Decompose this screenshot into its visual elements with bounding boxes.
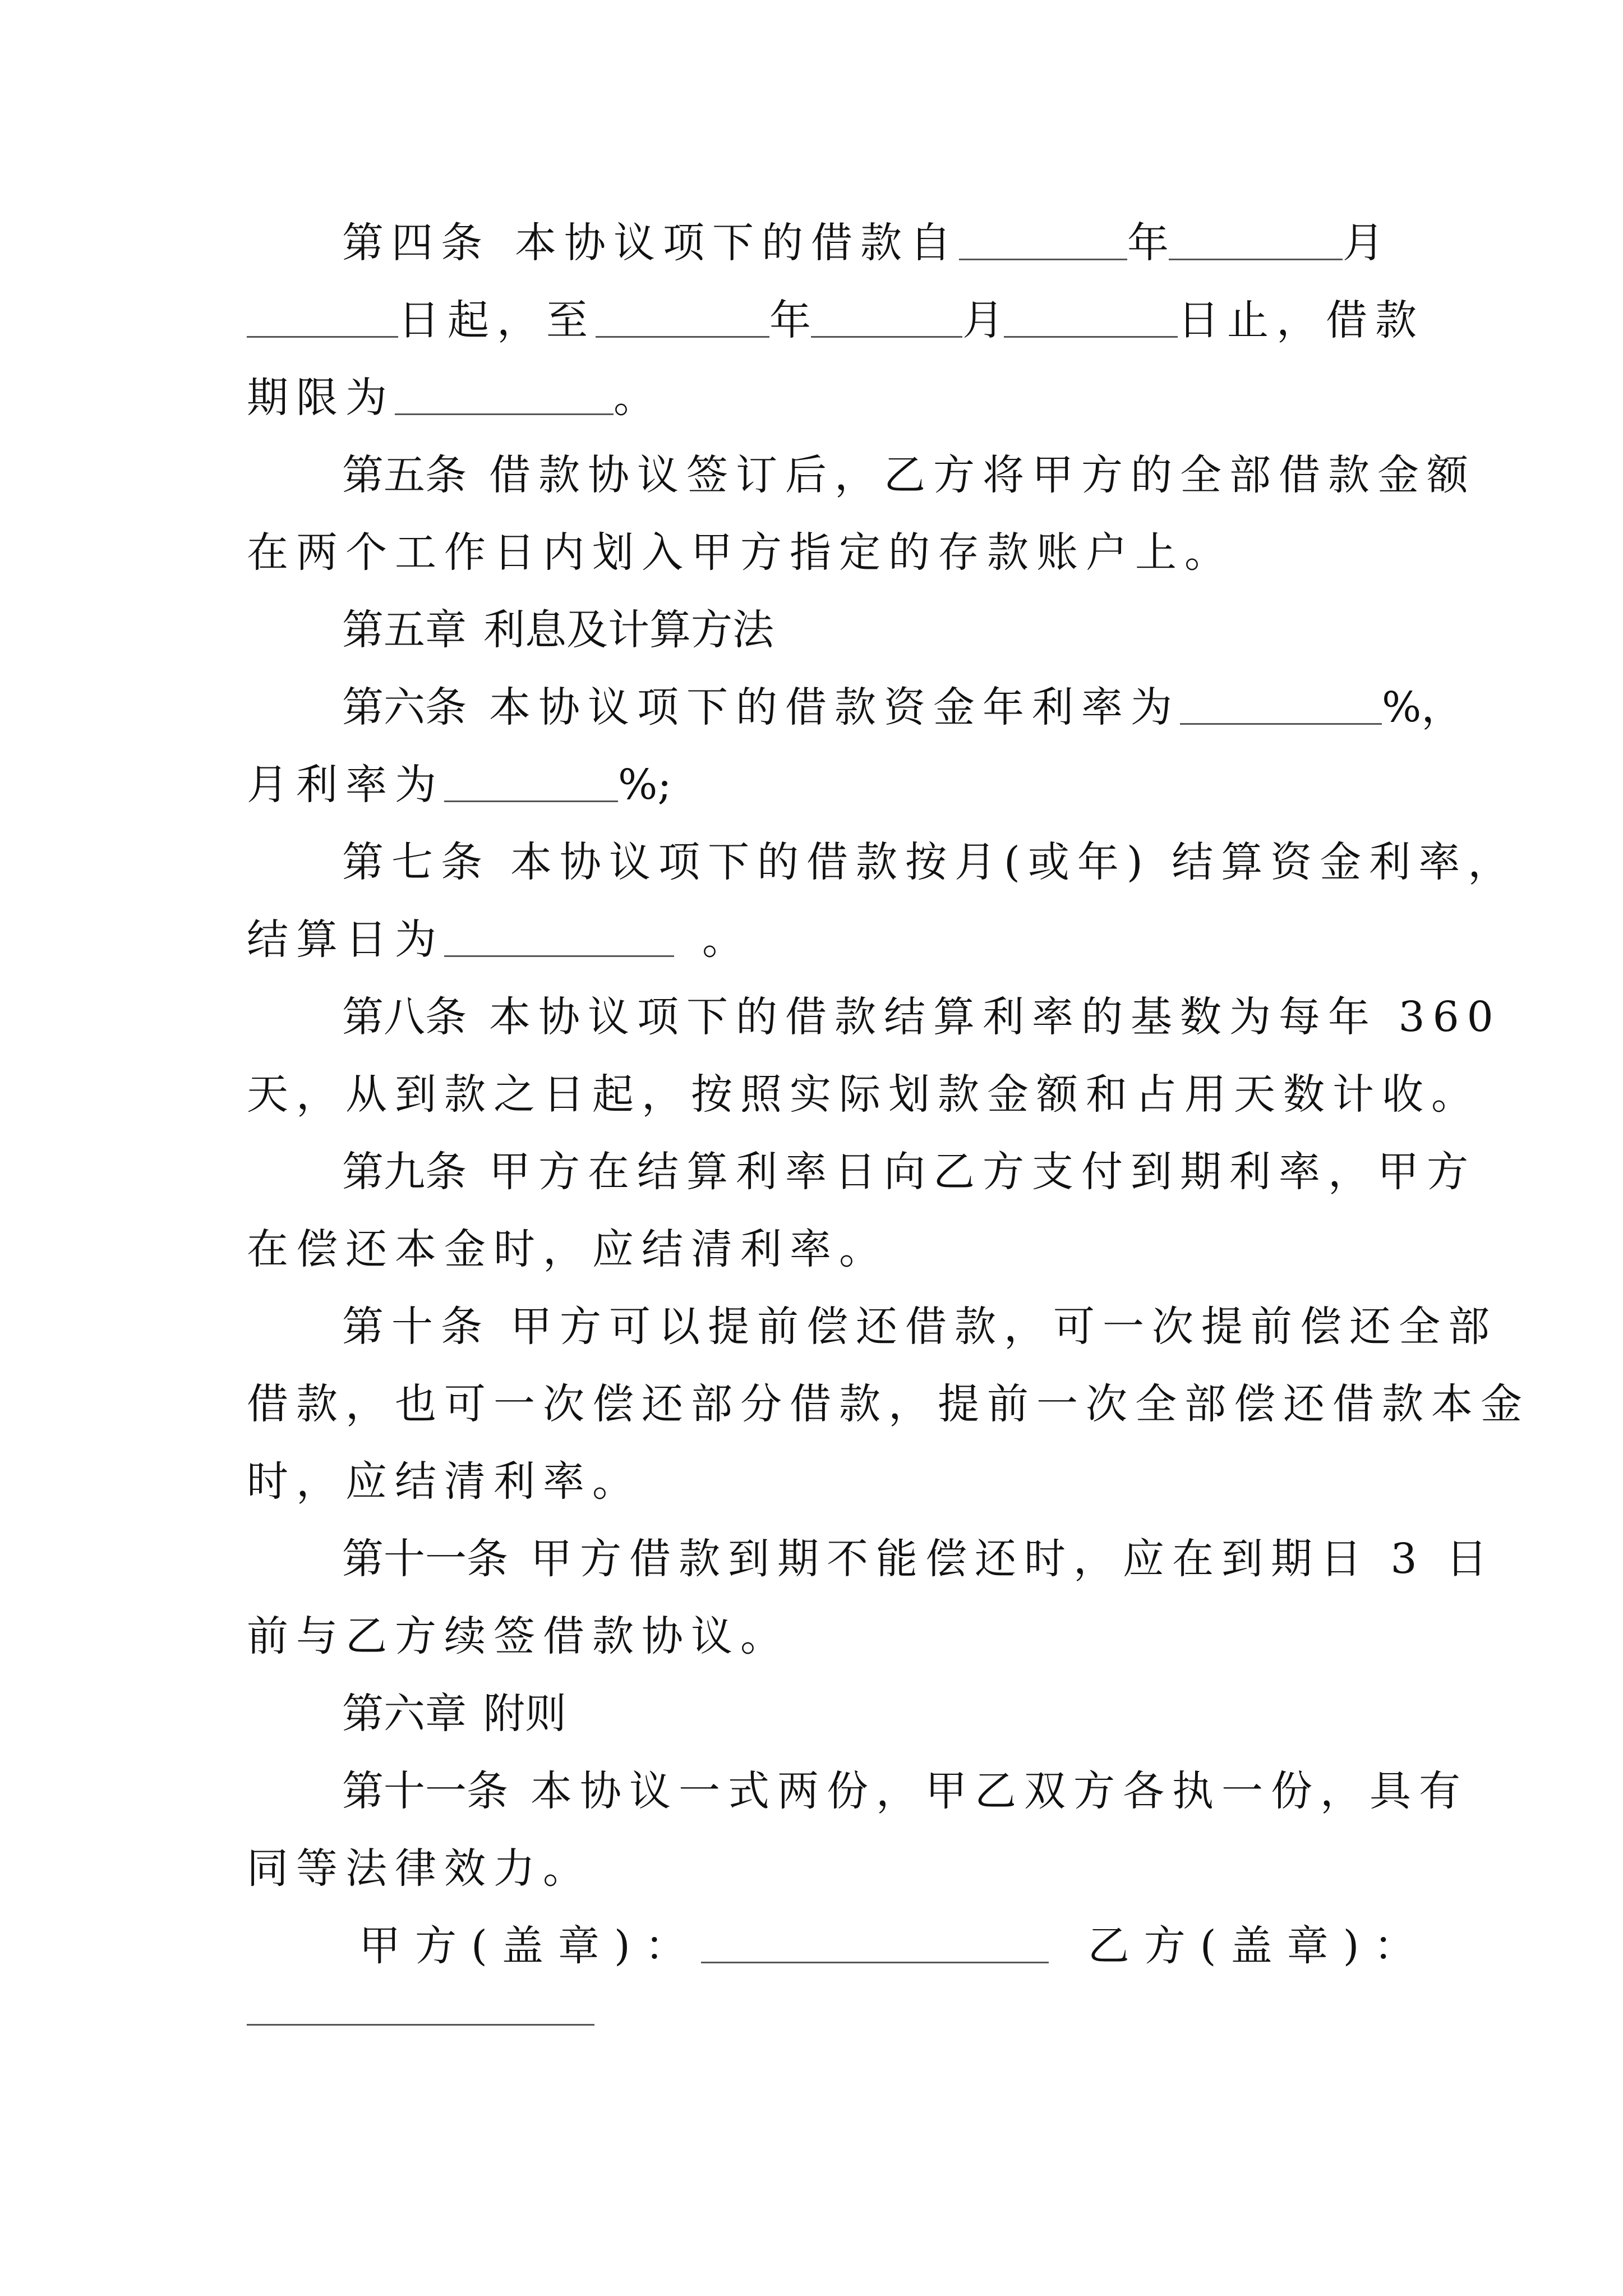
article4-text: 本协议项下的借款自 <box>515 219 959 267</box>
blank-end-month <box>811 297 962 338</box>
article8-line2 <box>247 1064 1481 1125</box>
article6-text1: 本协议项下的借款资金年利率为 <box>489 683 1180 731</box>
article8-line1 <box>342 986 1501 1048</box>
article10-text2: 借款，也可一次偿还部分借款，提前一次全部偿还借款本金 <box>247 1380 1530 1428</box>
article11a-text2: 前与乙方续签借款协议。 <box>247 1612 790 1660</box>
article4-period: 期限为 <box>247 374 395 422</box>
article5-text1: 借款协议签订后，乙方将甲方的全部借款金额 <box>489 451 1476 499</box>
article5-text2: 在两个工作日内划入甲方指定的存款账户上。 <box>247 528 1234 577</box>
signature-line <box>359 1915 1430 1977</box>
article6-pct2: %; <box>618 761 672 809</box>
article6-pct1: %， <box>1382 683 1463 731</box>
blank-party-a-seal <box>701 1922 1049 1963</box>
article10-line1 <box>342 1296 1497 1358</box>
blank-annual-rate <box>1180 684 1382 725</box>
blank-end-day <box>1004 297 1178 338</box>
article4-year2: 年 <box>769 296 811 344</box>
article7-line2 <box>247 909 744 970</box>
article10-text3: 时，应结清利率。 <box>247 1457 642 1506</box>
article4-label: 第四条 <box>342 219 490 267</box>
article7-end: 。 <box>702 915 744 964</box>
blank-settlement-day <box>444 916 674 957</box>
party-b-label: 乙方(盖章)： <box>1087 1922 1430 1970</box>
article4-month1: 月 <box>1343 219 1384 267</box>
chapter6-label: 第六章 <box>342 1690 467 1738</box>
blank-monthly-rate <box>444 761 618 802</box>
article7-text1: 本协议项下的借款按月(或年) 结算资金利率， <box>510 838 1518 886</box>
article11a-line1 <box>342 1528 1495 1590</box>
article9-label: 第九条 <box>342 1148 467 1196</box>
article11a-line2 <box>247 1605 790 1667</box>
article11b-line1 <box>342 1760 1468 1822</box>
article5-label: 第五条 <box>342 451 467 499</box>
article11b-line2 <box>247 1838 592 1899</box>
chapter5-label: 第五章 <box>342 606 467 654</box>
article11b-label: 第十一条 <box>342 1767 508 1815</box>
article4-line1 <box>342 212 1384 274</box>
article10-label: 第十条 <box>342 1303 490 1351</box>
article8-text1: 本协议项下的借款结算利率的基数为每年 360 <box>489 993 1501 1041</box>
article4-period-end: 。 <box>614 374 655 422</box>
article4-line3 <box>247 367 655 429</box>
article9-line2 <box>247 1218 888 1280</box>
article7-line1 <box>342 831 1517 893</box>
article6-line2 <box>247 754 671 816</box>
article9-text1: 甲方在结算利率日向乙方支付到期利率，甲方 <box>489 1148 1476 1196</box>
article4-day-from: 日起，至 <box>398 296 596 344</box>
blank-period <box>395 374 614 415</box>
article10-text1: 甲方可以提前偿还借款，可一次提前偿还全部 <box>510 1303 1497 1351</box>
article6-label: 第六条 <box>342 683 467 731</box>
article11b-text1: 本协议一式两份，甲乙双方各执一份，具有 <box>531 1767 1468 1815</box>
article4-year1: 年 <box>1127 219 1169 267</box>
article7-text2: 结算日为 <box>247 915 444 964</box>
article9-text2: 在偿还本金时，应结清利率。 <box>247 1225 888 1273</box>
chapter5-title: 利息及计算方法 <box>483 606 774 654</box>
article8-label: 第八条 <box>342 993 467 1041</box>
article4-line2 <box>247 289 1424 351</box>
article4-month2: 月 <box>962 296 1004 344</box>
chapter6-title: 附则 <box>483 1690 566 1738</box>
article6-text2: 月利率为 <box>247 761 444 809</box>
article7-label: 第七条 <box>342 838 490 886</box>
blank-start-month <box>1169 219 1343 260</box>
chapter6-heading <box>342 1683 566 1745</box>
article11a-text1: 甲方借款到期不能偿还时，应在到期日 3 日 <box>531 1535 1496 1583</box>
article9-line1 <box>342 1141 1476 1203</box>
article5-line2 <box>247 522 1234 583</box>
article6-line1 <box>342 677 1463 738</box>
blank-party-b-seal <box>247 2024 594 2026</box>
chapter5-heading <box>342 599 774 661</box>
article10-line3 <box>247 1451 642 1512</box>
article11a-label: 第十一条 <box>342 1535 508 1583</box>
article8-text2: 天，从到款之日起，按照实际划款金额和占用天数计收。 <box>247 1070 1481 1119</box>
blank-start-day <box>247 297 398 338</box>
article10-line2 <box>247 1373 1530 1435</box>
article5-line1 <box>342 444 1476 506</box>
blank-start-year <box>959 219 1127 260</box>
article4-day-to: 日止，借款 <box>1178 296 1424 344</box>
party-a-label: 甲方(盖章)： <box>359 1922 701 1970</box>
article11b-text2: 同等法律效力。 <box>247 1844 592 1893</box>
blank-end-year <box>596 297 769 338</box>
